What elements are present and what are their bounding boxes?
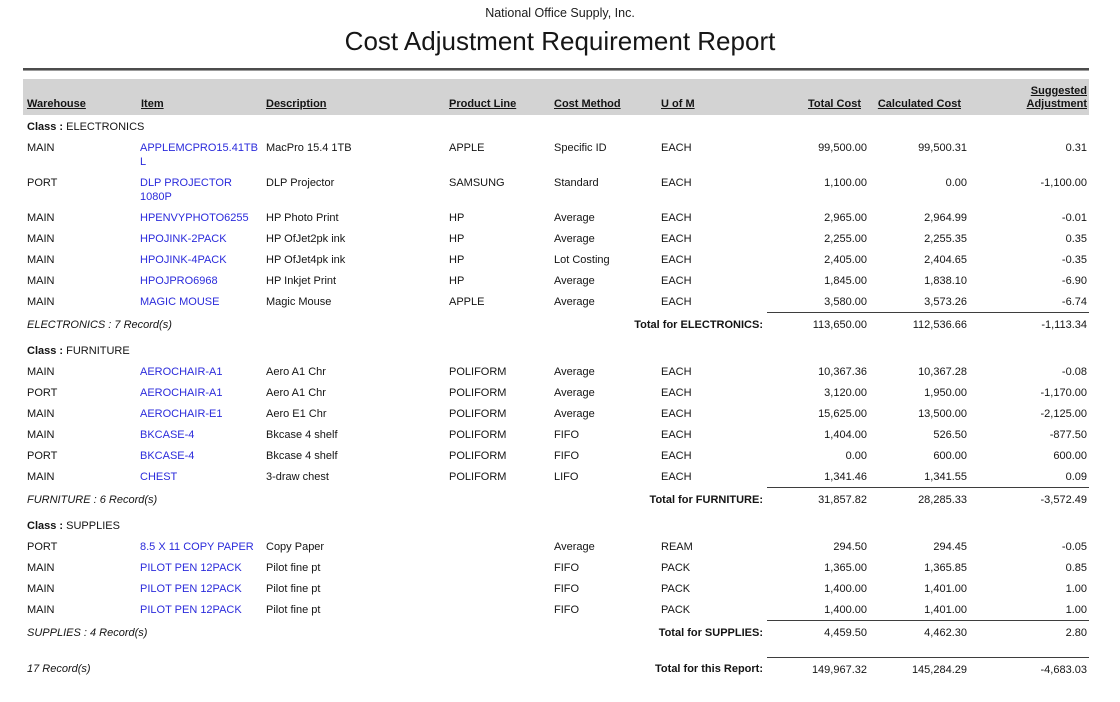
cell-warehouse: MAIN: [27, 275, 55, 287]
cell-cost-method: Average: [554, 408, 595, 420]
group-record-count: FURNITURE : 6 Record(s): [27, 493, 158, 506]
page-title: Cost Adjustment Requirement Report: [344, 26, 776, 56]
table-row: [23, 382, 1089, 403]
item-link[interactable]: PILOT PEN 12PACK: [140, 604, 242, 616]
item-link[interactable]: BKCASE-4: [140, 429, 195, 441]
cell-cost-method: Average: [554, 212, 595, 224]
cell-uom: PACK: [661, 583, 691, 595]
cell-adjustment: -0.05: [1061, 541, 1087, 553]
cell-warehouse: MAIN: [27, 212, 55, 224]
cell-cost-method: Average: [554, 233, 595, 245]
cell-total-cost: 3,120.00: [824, 387, 867, 399]
header-row: [23, 79, 1089, 115]
cell-cost-method: LIFO: [554, 471, 579, 483]
cell-adjustment: 1.00: [1065, 583, 1087, 595]
cell-calculated-cost: 2,255.35: [924, 233, 967, 245]
col-header-total-cost: Total Cost: [808, 98, 861, 110]
cell-cost-method: Average: [554, 275, 595, 287]
cell-product-line: APPLE: [449, 142, 485, 154]
cell-product-line: [445, 557, 550, 578]
cell-product-line: POLIFORM: [449, 471, 507, 483]
cell-product-line: POLIFORM: [449, 429, 507, 441]
cell-product-line: SAMSUNG: [449, 177, 505, 189]
cell-uom: EACH: [661, 408, 692, 420]
group-total-label: Total for FURNITURE:: [649, 493, 763, 506]
group-total-cost: 113,650.00: [767, 313, 867, 337]
cell-warehouse: PORT: [27, 541, 58, 553]
cell-item: [137, 137, 262, 172]
group-total-row: [23, 313, 1089, 337]
report-total-cost: 149,967.32: [767, 657, 867, 681]
table-row: [23, 137, 1089, 172]
cell-cost-method: Average: [554, 541, 595, 553]
cell-product-line: HP: [449, 275, 465, 287]
table-row: [23, 424, 1089, 445]
table-row: [23, 291, 1089, 313]
cell-cost-method: FIFO: [554, 429, 580, 441]
cell-total-cost: 10,367.36: [818, 366, 867, 378]
cell-calculated-cost: 1,401.00: [924, 583, 967, 595]
item-link[interactable]: AEROCHAIR-E1: [140, 408, 223, 420]
cell-item: [137, 361, 262, 382]
cell-calculated-cost: 3,573.26: [924, 296, 967, 308]
cell-cost-method: Average: [554, 296, 595, 308]
table-row: [23, 557, 1089, 578]
group-total-cost: 4,459.50: [767, 621, 867, 645]
cell-cost-method: Lot Costing: [554, 254, 610, 266]
cell-cost-method: Specific ID: [554, 142, 607, 154]
cell-total-cost: 1,404.00: [824, 429, 867, 441]
cell-total-cost: 1,341.46: [824, 471, 867, 483]
cell-total-cost: 0.00: [845, 450, 867, 462]
cell-adjustment: 0.85: [1065, 562, 1087, 574]
item-link[interactable]: PILOT PEN 12PACK: [140, 562, 242, 574]
item-link[interactable]: AEROCHAIR-A1: [140, 387, 223, 399]
table-row: [23, 445, 1089, 466]
cell-warehouse: MAIN: [27, 429, 55, 441]
col-header-description: Description: [266, 98, 327, 110]
cell-calculated-cost: 1,341.55: [924, 471, 967, 483]
cell-description: Copy Paper: [266, 541, 325, 553]
cell-product-line: [445, 536, 550, 557]
cell-item: [137, 382, 262, 403]
cell-product-line: APPLE: [449, 296, 485, 308]
table-row: [23, 249, 1089, 270]
cell-calculated-cost: 1,401.00: [924, 604, 967, 616]
cell-total-cost: 1,100.00: [824, 177, 867, 189]
cell-description: Pilot fine pt: [266, 562, 321, 574]
class-name: FURNITURE: [66, 345, 130, 357]
cell-adjustment: -0.08: [1061, 366, 1087, 378]
cell-description: Magic Mouse: [266, 296, 332, 308]
cell-product-line: [445, 578, 550, 599]
cell-adjustment: -6.74: [1061, 296, 1087, 308]
cell-description: Bkcase 4 shelf: [266, 450, 338, 462]
cell-total-cost: 2,965.00: [824, 212, 867, 224]
cell-adjustment: -0.35: [1061, 254, 1087, 266]
cell-calculated-cost: 526.50: [933, 429, 967, 441]
cell-description: Aero E1 Chr: [266, 408, 327, 420]
cell-product-line: POLIFORM: [449, 387, 507, 399]
cell-description: Aero A1 Chr: [266, 387, 326, 399]
report-total-label: Total for this Report:: [655, 663, 763, 675]
class-header-row: [23, 336, 1089, 361]
cell-warehouse: MAIN: [27, 604, 55, 616]
cell-description: Bkcase 4 shelf: [266, 429, 338, 441]
cell-cost-method: FIFO: [554, 583, 580, 595]
item-link[interactable]: PILOT PEN 12PACK: [140, 583, 242, 595]
group-total-adjustment: -3,572.49: [967, 488, 1089, 512]
cell-description: MacPro 15.4 1TB: [266, 142, 352, 154]
cell-warehouse: PORT: [27, 387, 58, 399]
cell-product-line: [445, 599, 550, 621]
group-total-adjustment: -1,113.34: [967, 313, 1089, 337]
cell-uom: EACH: [661, 387, 692, 399]
cell-calculated-cost: 2,964.99: [924, 212, 967, 224]
group-record-count: SUPPLIES : 4 Record(s): [27, 626, 148, 639]
cell-item: [137, 403, 262, 424]
cell-description: Pilot fine pt: [266, 583, 321, 595]
cell-total-cost: 294.50: [833, 541, 867, 553]
group-total-calculated: 4,462.30: [867, 621, 967, 645]
cell-calculated-cost: 600.00: [933, 450, 967, 462]
table-row: [23, 270, 1089, 291]
item-link[interactable]: HPOJPRO6968: [140, 275, 218, 287]
cell-cost-method: FIFO: [554, 562, 580, 574]
group-total-cost: 31,857.82: [767, 488, 867, 512]
cell-calculated-cost: 1,365.85: [924, 562, 967, 574]
cell-uom: EACH: [661, 212, 692, 224]
cell-uom: EACH: [661, 275, 692, 287]
cell-description: DLP Projector: [266, 177, 335, 189]
cell-uom: EACH: [661, 254, 692, 266]
cell-description: HP Inkjet Print: [266, 275, 337, 287]
item-link[interactable]: AEROCHAIR-A1: [140, 366, 223, 378]
cell-warehouse: MAIN: [27, 471, 55, 483]
cell-calculated-cost: 0.00: [945, 177, 967, 189]
cell-description: HP Photo Print: [266, 212, 339, 224]
col-header-uom: U of M: [661, 98, 695, 110]
col-header-product-line: Product Line: [449, 98, 517, 110]
cell-product-line: POLIFORM: [449, 450, 507, 462]
cell-total-cost: 15,625.00: [818, 408, 867, 420]
cell-warehouse: MAIN: [27, 583, 55, 595]
cell-warehouse: PORT: [27, 450, 58, 462]
cell-uom: EACH: [661, 233, 692, 245]
cell-total-cost: 2,405.00: [824, 254, 867, 266]
cell-uom: EACH: [661, 366, 692, 378]
cell-warehouse: MAIN: [27, 562, 55, 574]
group-total-calculated: 28,285.33: [867, 488, 967, 512]
cell-item: [137, 207, 262, 228]
item-link[interactable]: MAGIC MOUSE: [140, 296, 220, 308]
col-header-cost-method: Cost Method: [554, 98, 621, 110]
cell-warehouse: MAIN: [27, 254, 55, 266]
group-total-label: Total for ELECTRONICS:: [634, 318, 763, 331]
report-record-count: 17 Record(s): [27, 663, 91, 675]
cell-warehouse: MAIN: [27, 142, 55, 154]
item-link[interactable]: HPENVYPHOTO6255: [140, 212, 249, 224]
cell-uom: EACH: [661, 450, 692, 462]
cell-uom: EACH: [661, 471, 692, 483]
group-total-calculated: 112,536.66: [867, 313, 967, 337]
cell-uom: REAM: [661, 541, 693, 553]
class-label: Class :: [27, 520, 64, 532]
cell-cost-method: Average: [554, 387, 595, 399]
table-row: [23, 228, 1089, 249]
cell-cost-method: Average: [554, 366, 595, 378]
title-divider: [23, 68, 1089, 71]
report-total-calculated: 145,284.29: [867, 657, 967, 681]
col-header-item: Item: [141, 98, 164, 110]
cell-product-line: HP: [449, 254, 465, 266]
class-label: Class :: [27, 345, 64, 357]
cell-item: [137, 270, 262, 291]
class-header-row: [23, 511, 1089, 536]
cell-item: [137, 466, 262, 488]
cell-calculated-cost: 1,838.10: [924, 275, 967, 287]
item-link[interactable]: APPLEMCPRO15.41TBL: [140, 142, 258, 168]
class-name: ELECTRONICS: [66, 121, 145, 133]
company-name: National Office Supply, Inc.: [485, 6, 635, 20]
cell-total-cost: 1,365.00: [824, 562, 867, 574]
cell-adjustment: -0.01: [1061, 212, 1087, 224]
cell-uom: EACH: [661, 429, 692, 441]
cell-item: [137, 578, 262, 599]
cell-calculated-cost: 99,500.31: [918, 142, 967, 154]
cell-uom: PACK: [661, 604, 691, 616]
cell-adjustment: -6.90: [1061, 275, 1087, 287]
report-table: [23, 79, 1089, 681]
table-row: [23, 361, 1089, 382]
cell-adjustment: -2,125.00: [1040, 408, 1087, 420]
cell-item: [137, 445, 262, 466]
cell-uom: EACH: [661, 177, 692, 189]
cell-total-cost: 3,580.00: [824, 296, 867, 308]
spacer-row: [23, 644, 1089, 657]
cell-calculated-cost: 294.45: [933, 541, 967, 553]
cell-item: [137, 536, 262, 557]
cell-item: [137, 291, 262, 313]
col-header-warehouse: Warehouse: [27, 98, 86, 110]
cell-calculated-cost: 13,500.00: [918, 408, 967, 420]
cell-calculated-cost: 10,367.28: [918, 366, 967, 378]
item-link[interactable]: 8.5 X 11 COPY PAPER: [140, 541, 254, 553]
cell-total-cost: 99,500.00: [818, 142, 867, 154]
cell-description: Aero A1 Chr: [266, 366, 326, 378]
cell-product-line: HP: [449, 212, 465, 224]
report-total-adjustment: -4,683.03: [967, 657, 1089, 681]
item-link[interactable]: HPOJINK-2PACK: [140, 233, 227, 245]
table-row: [23, 466, 1089, 488]
cell-cost-method: FIFO: [554, 604, 580, 616]
cell-adjustment: -1,100.00: [1040, 177, 1087, 189]
class-header-row: [23, 115, 1089, 137]
group-total-row: [23, 621, 1089, 645]
cell-product-line: HP: [449, 233, 465, 245]
cell-uom: PACK: [661, 562, 691, 574]
cell-cost-method: Standard: [554, 177, 599, 189]
group-record-count: ELECTRONICS : 7 Record(s): [27, 318, 172, 331]
class-name: SUPPLIES: [66, 520, 120, 532]
cell-adjustment: 0.35: [1065, 233, 1087, 245]
cell-product-line: POLIFORM: [449, 366, 507, 378]
cell-adjustment: 0.31: [1065, 142, 1087, 154]
cell-adjustment: 1.00: [1065, 604, 1087, 616]
cell-calculated-cost: 1,950.00: [924, 387, 967, 399]
cell-description: HP OfJet4pk ink: [266, 254, 346, 266]
cell-description: HP OfJet2pk ink: [266, 233, 346, 245]
item-link[interactable]: HPOJINK-4PACK: [140, 254, 227, 266]
cell-warehouse: MAIN: [27, 366, 55, 378]
table-row: [23, 403, 1089, 424]
class-label: Class :: [27, 121, 64, 133]
item-link[interactable]: DLP PROJECTOR 1080P: [140, 177, 232, 203]
cell-warehouse: PORT: [27, 177, 58, 189]
cell-calculated-cost: 2,404.65: [924, 254, 967, 266]
cell-item: [137, 228, 262, 249]
cell-total-cost: 1,400.00: [824, 583, 867, 595]
item-link[interactable]: BKCASE-4: [140, 450, 195, 462]
cell-total-cost: 1,845.00: [824, 275, 867, 287]
cell-item: [137, 249, 262, 270]
cell-adjustment: -877.50: [1049, 429, 1087, 441]
table-row: [23, 172, 1089, 207]
cell-warehouse: MAIN: [27, 233, 55, 245]
cell-item: [137, 424, 262, 445]
cell-adjustment: -1,170.00: [1040, 387, 1087, 399]
cell-item: [137, 172, 262, 207]
cell-adjustment: 0.09: [1065, 471, 1087, 483]
cell-cost-method: FIFO: [554, 450, 580, 462]
cell-uom: EACH: [661, 296, 692, 308]
cell-total-cost: 2,255.00: [824, 233, 867, 245]
cell-description: Pilot fine pt: [266, 604, 321, 616]
report-total-row: [23, 657, 1089, 681]
group-total-adjustment: 2.80: [967, 621, 1089, 645]
table-row: [23, 599, 1089, 621]
col-header-calculated-cost: Calculated Cost: [877, 98, 961, 110]
cell-product-line: POLIFORM: [449, 408, 507, 420]
group-total-row: [23, 488, 1089, 512]
cell-uom: EACH: [661, 142, 692, 154]
cell-item: [137, 557, 262, 578]
cell-warehouse: MAIN: [27, 296, 55, 308]
item-link[interactable]: CHEST: [140, 471, 178, 483]
cell-total-cost: 1,400.00: [824, 604, 867, 616]
col-header-adjustment: Suggested Adjustment: [1026, 85, 1087, 110]
cell-description: 3-draw chest: [266, 471, 329, 483]
cell-warehouse: MAIN: [27, 408, 55, 420]
table-row: [23, 207, 1089, 228]
table-row: [23, 536, 1089, 557]
cell-adjustment: 600.00: [1053, 450, 1087, 462]
cell-item: [137, 599, 262, 621]
group-total-label: Total for SUPPLIES:: [658, 626, 763, 639]
table-row: [23, 578, 1089, 599]
table-header: [23, 79, 1089, 115]
